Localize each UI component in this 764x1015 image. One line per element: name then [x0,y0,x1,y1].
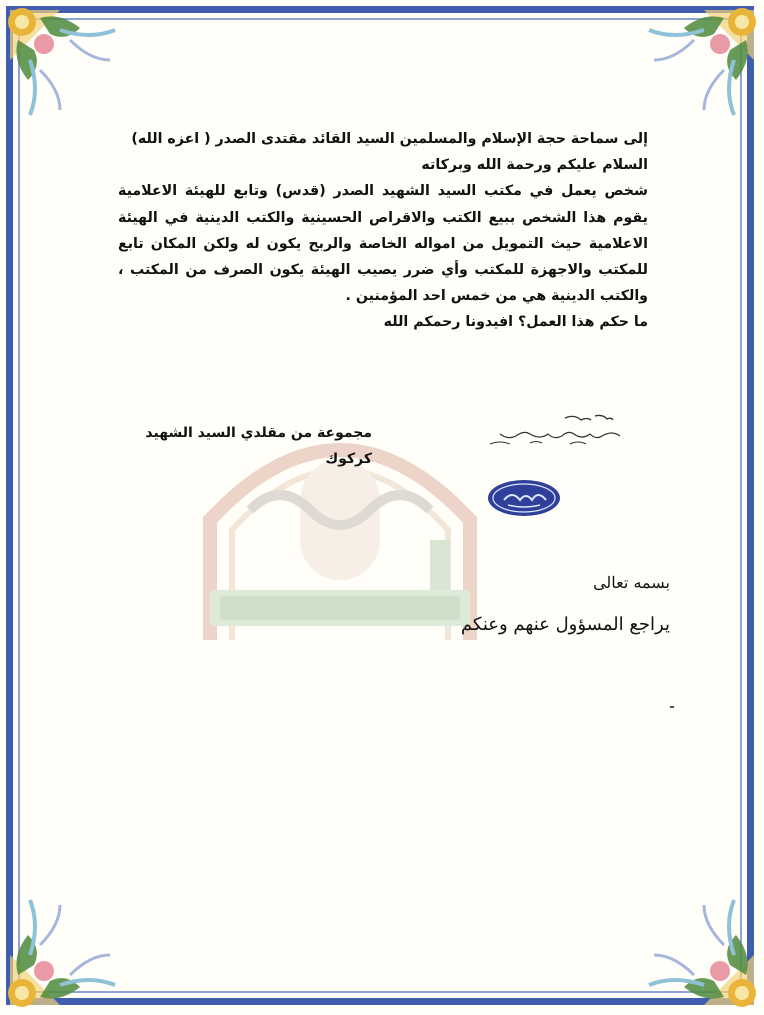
corner-ornament-icon [0,0,130,130]
question-paragraph: شخص يعمل في مكتب السيد الشهيد الصدر (قدس) وتابع للهيئة الاعلامية يقوم هذا الشخص ببيع الكتب والاقراص الحسينية والكتب الدينية في الهيئة الاعلامية حيث التمويل من امواله الخاصة والربح يكون له ولكن المكان تابع للمكتب والاجهزة للمكتب وأي ضرر يصيب الهيئة يكون الصرف من المكتب ، والكتب الدينية هي من خمس احد المؤمنين . [118,183,648,305]
signature-line-2: كركوك [325,451,372,467]
salutation-line: إلى سماحة حجة الإسلام والمسلمين السيد القائد مقتدى الصدر ( اعزه الله) [131,131,648,147]
stray-mark [670,706,674,708]
official-seal [486,478,562,518]
corner-ornament-icon [634,0,764,130]
corner-ornament-icon [0,885,130,1015]
letter-body [118,126,648,336]
signature-block [112,420,372,472]
greeting-line: السلام عليكم ورحمة الله وبركاته [421,157,648,174]
question-line: ما حكم هذا العمل؟ افيدونا رحمكم الله [383,314,648,331]
corner-ornament-icon [634,885,764,1015]
signature-line-1: مجموعة من مقلدي السيد الشهيد [145,425,372,441]
answer-text: يراجع المسؤول عنهم وعنكم [460,614,670,635]
answer-opening: بسمه تعالى [593,573,670,592]
handwritten-note [470,410,650,456]
